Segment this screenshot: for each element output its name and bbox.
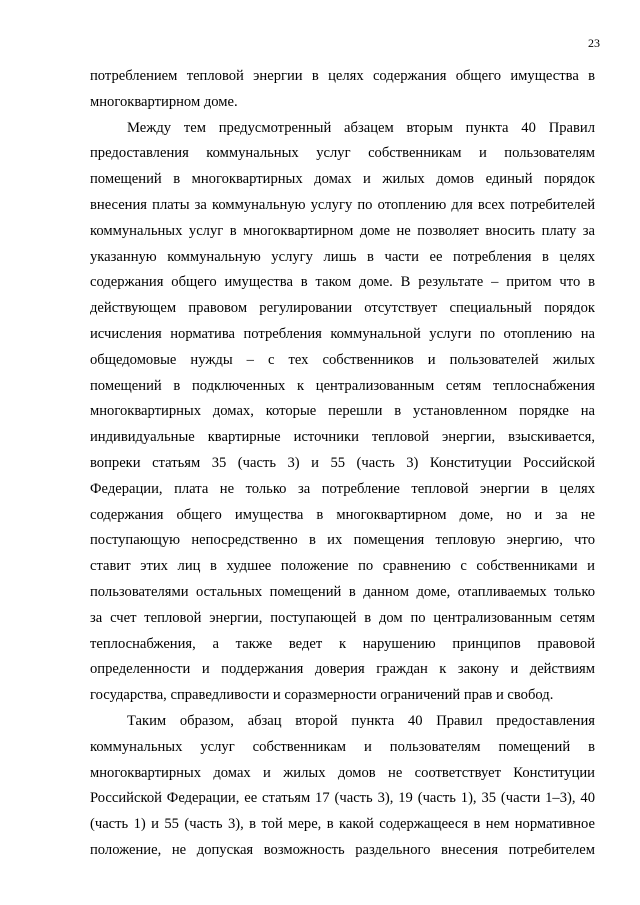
text-line: помещений в подключенных к централизованным сетям теплоснабжения	[90, 377, 595, 394]
text-line: многоквартирных домах и жилых домов не соответствует Конституции	[90, 764, 595, 781]
text-line: общедомовые нужды – с тех собственников и пользователей жилых	[90, 351, 595, 368]
text-line: указанную коммунальную услугу лишь в части ее потребления в целях	[90, 248, 595, 265]
text-line: индивидуальные квартирные источники тепловой энергии, взыскивается,	[90, 429, 595, 446]
text-line: содержания общего имущества в многоквартирном доме, но и за не	[90, 506, 595, 523]
text-line: за счет тепловой энергии, поступающей в дом по централизованным сетям	[90, 609, 595, 626]
text-line: помещений в многоквартирных домах и жилых домов единый порядок	[90, 171, 595, 188]
text-line: исчисления норматива потребления коммунальной услуги по отоплению на	[90, 325, 595, 342]
text-line: поступающую непосредственно в их помещения тепловую энергию, что	[90, 532, 595, 549]
text-line: Таким образом, абзац второй пункта 40 Правил предоставления	[127, 712, 595, 729]
text-line: многоквартирном доме.	[90, 93, 238, 110]
text-line: положение, не допуская возможность раздельного внесения потребителем	[90, 841, 595, 858]
page-number: 23	[588, 36, 600, 50]
paragraph	[90, 709, 595, 864]
text-line: коммунальных услуг собственникам и пользователям помещений в	[90, 738, 595, 755]
paragraph	[90, 116, 595, 709]
text-line: содержания общего имущества в таком доме. В результате – притом что в	[90, 274, 595, 291]
text-line: пользователями остальных помещений в данном доме, отапливаемых только	[90, 583, 595, 600]
text-line: теплоснабжения, а также ведет к нарушению принципов правовой	[90, 635, 595, 652]
paragraph	[90, 64, 595, 116]
document-body	[90, 64, 595, 864]
text-line: (часть 1) и 55 (часть 3), в той мере, в какой содержащееся в нем нормативное	[90, 816, 595, 833]
text-line: Между тем предусмотренный абзацем вторым пункта 40 Правил	[127, 119, 595, 136]
text-line: определенности и поддержания доверия граждан к закону и действиям	[90, 661, 595, 678]
text-line: ставит этих лиц в худшее положение по сравнению с собственниками и	[90, 558, 595, 575]
text-line: потреблением тепловой энергии в целях содержания общего имущества в	[90, 68, 595, 84]
text-line: действующем правовом регулировании отсутствует специальный порядок	[90, 300, 595, 317]
text-line: Федерации, плата не только за потребление тепловой энергии в целях	[90, 480, 595, 497]
text-line: предоставления коммунальных услуг собственникам и пользователям	[90, 145, 595, 162]
text-line: коммунальных услуг в многоквартирном доме не позволяет вносить плату за	[90, 222, 595, 239]
text-line: государства, справедливости и соразмерности ограничений прав и свобод.	[90, 687, 554, 704]
text-line: вопреки статьям 35 (часть 3) и 55 (часть 3) Конституции Российской	[90, 454, 595, 471]
text-line: Российской Федерации, ее статьям 17 (часть 3), 19 (часть 1), 35 (части 1–3), 40	[90, 790, 595, 807]
text-line: внесения платы за коммунальную услугу по отоплению для всех потребителей	[90, 196, 595, 213]
text-line: многоквартирных домах, которые перешли в установленном порядке на	[90, 403, 595, 420]
